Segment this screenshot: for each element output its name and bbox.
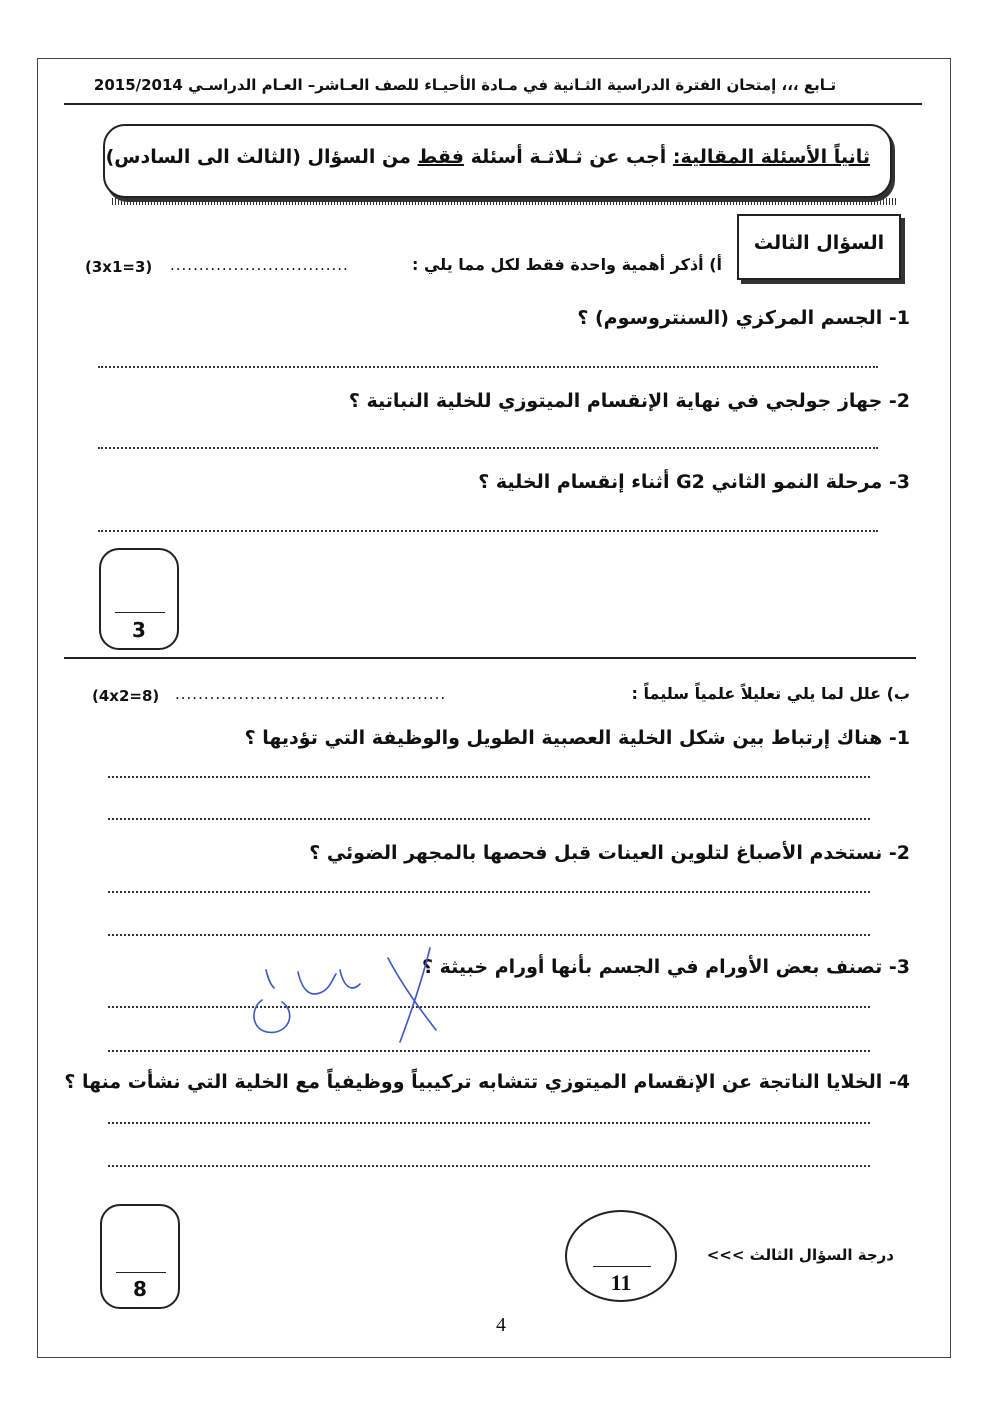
answer-line — [108, 934, 870, 936]
banner-label: ثانياً الأسئلة المقالية: — [672, 146, 870, 168]
section-divider — [64, 657, 916, 659]
answer-line — [108, 891, 870, 893]
part-b-title: ب) علل لما يلي تعليلاً علمياً سليماً : — [631, 684, 910, 703]
part-b-question-2: 2- نستخدم الأصباغ لتلوين العينات قبل فحصها بالمجهر الضوئي ؟ — [309, 842, 910, 864]
part-b-question-3: 3- تصنف بعض الأورام في الجسم بأنها أورام خبيثة ؟ — [421, 956, 910, 978]
part-a-title: أ) أذكر أهمية واحدة فقط لكل مما يلي : — [412, 255, 722, 274]
banner-text-after: من السؤال (الثالث الى السادس) — [105, 146, 418, 168]
part-b-question-1: 1- هناك إرتباط بين شكل الخلية العصبية الطويل والوظيفة التي تؤديها ؟ — [244, 727, 910, 749]
part-a-score: 3 — [132, 618, 146, 642]
banner-hatch — [112, 198, 897, 205]
part-a-score-box — [99, 548, 179, 650]
part-b-score-box — [100, 1204, 180, 1309]
exam-header: تـابع ،،، إمتحان الفترة الدراسية الثـانية في مـادة الأحيـاء للصف العـاشر– العـام الدراسـي 2015/2014 — [93, 76, 837, 94]
answer-line — [108, 1050, 870, 1052]
part-a-question-1: 1- الجسم المركزي (السنتروسوم) ؟ — [577, 307, 910, 329]
part-a-question-3: 3- مرحلة النمو الثاني G2 أثناء إنقسام الخلية ؟ — [478, 471, 910, 493]
total-score-divider — [593, 1266, 651, 1267]
answer-line — [108, 1006, 870, 1008]
question-label: السؤال الثالث — [753, 232, 885, 254]
question-number-box — [737, 214, 901, 280]
answer-line — [108, 776, 870, 778]
answer-line — [108, 1122, 870, 1124]
part-a-marks: (3x1=3) — [85, 258, 153, 276]
answer-line — [98, 530, 878, 532]
part-b-score: 8 — [133, 1277, 147, 1301]
page-number: 4 — [496, 1314, 506, 1336]
answer-line — [108, 818, 870, 820]
total-label: درجة السؤال الثالث >>> — [706, 1246, 894, 1264]
part-b-question-4: 4- الخلايا الناتجة عن الإنقسام الميتوزي تتشابه تركيبياً ووظيفياً مع الخلية التي نشأت منها ؟ — [64, 1071, 910, 1093]
section-banner — [103, 124, 892, 198]
answer-line — [108, 1165, 870, 1167]
banner-text-before: أجب عن ثـلاثـة أسئلة — [463, 146, 673, 168]
part-a-dots: ............................... — [170, 256, 349, 274]
banner-emph: فقط — [417, 146, 464, 168]
answer-line — [98, 447, 878, 449]
total-score: 11 — [610, 1270, 632, 1295]
handwritten-mark-icon — [240, 940, 450, 1050]
part-b-dots: ............................................... — [175, 685, 447, 703]
total-score-circle — [565, 1210, 677, 1302]
score-divider — [115, 612, 165, 613]
part-a-question-2: 2- جهاز جولجي في نهاية الإنقسام الميتوزي للخلية النباتية ؟ — [348, 390, 910, 412]
score-divider — [116, 1272, 166, 1273]
banner-instruction — [106, 146, 870, 168]
header-rule — [64, 103, 922, 105]
part-b-marks: (4x2=8) — [92, 687, 160, 705]
answer-line — [98, 366, 878, 368]
